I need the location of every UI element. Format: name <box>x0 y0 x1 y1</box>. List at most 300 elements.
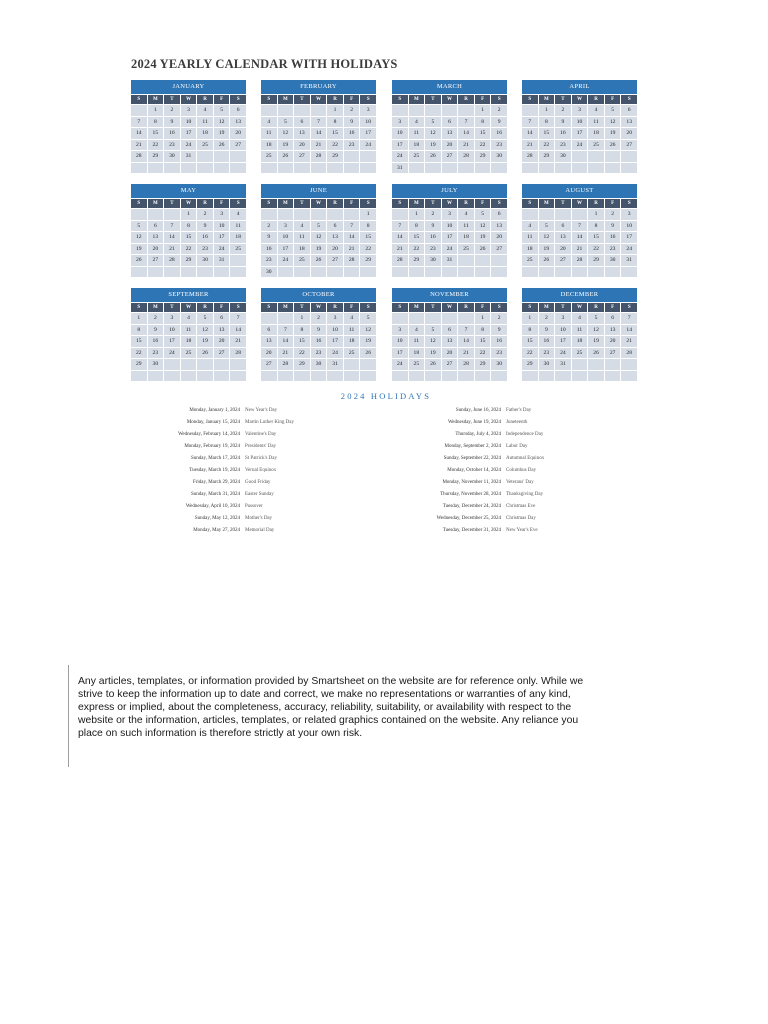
weekday-label: T <box>555 95 571 104</box>
day-cell: 18 <box>261 140 277 151</box>
day-cell: 6 <box>294 117 310 128</box>
day-cell <box>278 313 294 324</box>
day-cell: 30 <box>555 151 571 162</box>
day-cell <box>572 371 588 382</box>
day-cell <box>181 267 197 278</box>
day-cell: 2 <box>344 105 360 116</box>
weekday-label: F <box>475 303 491 312</box>
day-cell: 30 <box>425 255 441 266</box>
day-cell <box>458 255 474 266</box>
weekday-label: S <box>131 95 147 104</box>
day-cell <box>491 255 507 266</box>
day-cell: 24 <box>278 255 294 266</box>
day-cell <box>522 267 538 278</box>
weekday-label: W <box>311 95 327 104</box>
holiday-row <box>110 489 310 501</box>
day-cell: 12 <box>425 128 441 139</box>
day-cell: 31 <box>621 255 637 266</box>
month-grid <box>261 94 376 173</box>
day-cell: 6 <box>621 105 637 116</box>
day-cell: 15 <box>475 336 491 347</box>
day-cell: 25 <box>344 348 360 359</box>
weekday-label: S <box>621 199 637 208</box>
day-cell: 27 <box>605 348 621 359</box>
day-cell <box>214 163 230 174</box>
day-cell <box>539 163 555 174</box>
weekday-label: F <box>605 95 621 104</box>
holiday-name: Valentine's Day <box>245 432 277 437</box>
day-cell: 12 <box>311 232 327 243</box>
day-cell: 9 <box>261 232 277 243</box>
day-cell: 3 <box>278 221 294 232</box>
day-cell: 4 <box>230 209 246 220</box>
day-cell: 14 <box>458 128 474 139</box>
day-cell: 4 <box>181 313 197 324</box>
day-cell: 20 <box>327 244 343 255</box>
weekday-label: S <box>491 95 507 104</box>
day-cell: 29 <box>475 359 491 370</box>
day-cell: 16 <box>425 232 441 243</box>
weekday-label: T <box>555 303 571 312</box>
day-cell: 30 <box>605 255 621 266</box>
day-cell: 15 <box>475 128 491 139</box>
day-cell: 24 <box>621 244 637 255</box>
day-cell: 11 <box>588 117 604 128</box>
holiday-date: Monday, January 15, 2024 <box>186 420 240 425</box>
day-cell: 26 <box>539 255 555 266</box>
day-cell: 10 <box>442 221 458 232</box>
holiday-date: Monday, November 11, 2024 <box>442 480 501 485</box>
day-cell: 17 <box>164 336 180 347</box>
holiday-date: Friday, March 29, 2024 <box>192 480 240 485</box>
holiday-row <box>110 525 310 537</box>
day-cell: 18 <box>181 336 197 347</box>
day-cell: 8 <box>475 325 491 336</box>
day-cell: 7 <box>458 325 474 336</box>
day-cell: 21 <box>522 140 538 151</box>
day-cell: 19 <box>360 336 376 347</box>
day-cell: 5 <box>360 313 376 324</box>
day-cell <box>621 151 637 162</box>
day-cell <box>458 371 474 382</box>
holiday-name: Columbus Day <box>506 468 537 473</box>
day-cell: 27 <box>327 255 343 266</box>
weekday-label: F <box>344 303 360 312</box>
day-cell: 23 <box>261 255 277 266</box>
holiday-name: Thanksgiving Day <box>506 492 544 497</box>
month-may <box>131 184 246 277</box>
weekday-label: R <box>327 199 343 208</box>
day-cell: 7 <box>131 117 147 128</box>
holiday-name: Vernal Equinox <box>245 468 277 473</box>
weekday-label: T <box>294 303 310 312</box>
day-cell: 28 <box>621 348 637 359</box>
day-cell <box>311 163 327 174</box>
day-cell <box>278 163 294 174</box>
month-grid <box>522 198 637 277</box>
day-cell <box>148 163 164 174</box>
day-cell: 21 <box>230 336 246 347</box>
day-cell: 5 <box>605 105 621 116</box>
day-cell: 14 <box>621 325 637 336</box>
day-cell: 23 <box>491 140 507 151</box>
day-cell: 16 <box>148 336 164 347</box>
day-cell: 14 <box>458 336 474 347</box>
month-grid <box>131 198 246 277</box>
day-cell <box>588 267 604 278</box>
month-grid <box>392 302 507 381</box>
day-cell: 17 <box>278 244 294 255</box>
day-cell <box>491 163 507 174</box>
day-cell <box>148 267 164 278</box>
day-cell: 12 <box>588 325 604 336</box>
day-cell <box>148 209 164 220</box>
day-cell: 3 <box>181 105 197 116</box>
day-cell <box>425 267 441 278</box>
day-cell: 15 <box>522 336 538 347</box>
weekday-label: T <box>164 303 180 312</box>
day-cell <box>197 151 213 162</box>
month-august <box>522 184 637 277</box>
weekday-label: F <box>214 303 230 312</box>
day-cell: 28 <box>131 151 147 162</box>
day-cell <box>555 163 571 174</box>
weekday-label: W <box>572 95 588 104</box>
weekday-label: S <box>360 95 376 104</box>
day-cell: 27 <box>148 255 164 266</box>
holiday-name: Juneteenth <box>506 420 528 425</box>
day-cell: 2 <box>491 105 507 116</box>
day-cell <box>344 267 360 278</box>
weekday-label: W <box>311 199 327 208</box>
weekday-label: W <box>181 303 197 312</box>
day-cell: 5 <box>197 313 213 324</box>
day-cell: 30 <box>148 359 164 370</box>
day-cell: 7 <box>572 221 588 232</box>
day-cell: 24 <box>214 244 230 255</box>
holiday-name: Veterans' Day <box>506 480 534 485</box>
month-october <box>261 288 376 381</box>
day-cell: 27 <box>294 151 310 162</box>
month-grid <box>261 302 376 381</box>
day-cell <box>131 209 147 220</box>
day-cell <box>327 371 343 382</box>
day-cell: 26 <box>588 348 604 359</box>
day-cell: 29 <box>181 255 197 266</box>
day-cell: 18 <box>230 232 246 243</box>
weekday-label: S <box>491 199 507 208</box>
month-february <box>261 80 376 173</box>
day-cell: 18 <box>409 348 425 359</box>
weekday-label: W <box>442 303 458 312</box>
day-cell <box>458 105 474 116</box>
day-cell: 9 <box>555 117 571 128</box>
holiday-name: New Year's Day <box>245 408 278 413</box>
day-cell <box>475 267 491 278</box>
month-header: APRIL <box>522 80 637 94</box>
day-cell: 26 <box>278 151 294 162</box>
weekday-label: S <box>392 95 408 104</box>
day-cell: 19 <box>425 348 441 359</box>
day-cell: 8 <box>131 325 147 336</box>
day-cell: 6 <box>230 105 246 116</box>
day-cell: 4 <box>458 209 474 220</box>
month-july <box>392 184 507 277</box>
day-cell: 31 <box>392 163 408 174</box>
day-cell: 11 <box>181 325 197 336</box>
day-cell: 23 <box>491 348 507 359</box>
weekday-label: M <box>148 199 164 208</box>
day-cell: 29 <box>475 151 491 162</box>
weekday-label: W <box>181 199 197 208</box>
day-cell <box>621 267 637 278</box>
day-cell <box>230 359 246 370</box>
day-cell: 10 <box>181 117 197 128</box>
day-cell <box>409 163 425 174</box>
weekday-label: S <box>261 303 277 312</box>
day-cell: 4 <box>409 325 425 336</box>
day-cell: 22 <box>539 140 555 151</box>
day-cell: 6 <box>214 313 230 324</box>
day-cell: 5 <box>475 209 491 220</box>
weekday-label: T <box>425 303 441 312</box>
day-cell: 23 <box>311 348 327 359</box>
day-cell: 11 <box>197 117 213 128</box>
day-cell <box>555 371 571 382</box>
day-cell <box>214 359 230 370</box>
day-cell: 24 <box>360 140 376 151</box>
day-cell <box>442 267 458 278</box>
day-cell: 25 <box>588 140 604 151</box>
day-cell: 19 <box>197 336 213 347</box>
holiday-row <box>371 477 571 489</box>
day-cell <box>214 151 230 162</box>
day-cell: 19 <box>214 128 230 139</box>
day-cell: 26 <box>360 348 376 359</box>
weekday-label: W <box>442 95 458 104</box>
day-cell <box>131 163 147 174</box>
day-cell <box>311 209 327 220</box>
day-cell: 25 <box>197 140 213 151</box>
day-cell <box>164 163 180 174</box>
day-cell: 12 <box>360 325 376 336</box>
day-cell <box>522 105 538 116</box>
day-cell <box>261 163 277 174</box>
day-cell: 14 <box>164 232 180 243</box>
day-cell: 26 <box>197 348 213 359</box>
weekday-label: M <box>148 95 164 104</box>
day-cell <box>214 267 230 278</box>
day-cell: 6 <box>442 325 458 336</box>
day-cell: 12 <box>605 117 621 128</box>
day-cell: 29 <box>539 151 555 162</box>
day-cell: 12 <box>278 128 294 139</box>
day-cell: 5 <box>131 221 147 232</box>
day-cell: 16 <box>197 232 213 243</box>
day-cell: 25 <box>458 244 474 255</box>
day-cell <box>360 163 376 174</box>
day-cell: 16 <box>344 128 360 139</box>
day-cell: 7 <box>311 117 327 128</box>
day-cell: 10 <box>621 221 637 232</box>
day-cell: 31 <box>442 255 458 266</box>
day-cell: 28 <box>344 255 360 266</box>
day-cell <box>278 267 294 278</box>
day-cell <box>278 105 294 116</box>
day-cell <box>458 163 474 174</box>
day-cell: 14 <box>278 336 294 347</box>
day-cell: 22 <box>475 140 491 151</box>
day-cell: 26 <box>425 359 441 370</box>
day-cell: 16 <box>261 244 277 255</box>
day-cell: 17 <box>621 232 637 243</box>
weekday-label: W <box>572 199 588 208</box>
day-cell: 29 <box>588 255 604 266</box>
day-cell: 29 <box>360 255 376 266</box>
day-cell <box>605 163 621 174</box>
holiday-row <box>110 441 310 453</box>
day-cell <box>409 371 425 382</box>
day-cell: 14 <box>522 128 538 139</box>
day-cell <box>522 209 538 220</box>
day-cell <box>475 163 491 174</box>
day-cell: 1 <box>327 105 343 116</box>
day-cell: 18 <box>522 244 538 255</box>
weekday-label: M <box>148 303 164 312</box>
day-cell <box>425 105 441 116</box>
day-cell: 10 <box>392 128 408 139</box>
weekday-label: M <box>409 95 425 104</box>
day-cell: 2 <box>197 209 213 220</box>
day-cell <box>491 371 507 382</box>
month-header: AUGUST <box>522 184 637 198</box>
day-cell <box>522 163 538 174</box>
day-cell: 25 <box>409 151 425 162</box>
weekday-label: S <box>360 303 376 312</box>
day-cell: 4 <box>197 105 213 116</box>
day-cell: 3 <box>392 117 408 128</box>
day-cell <box>197 371 213 382</box>
holiday-name: Independence Day <box>506 432 544 437</box>
month-header: MARCH <box>392 80 507 94</box>
day-cell: 27 <box>214 348 230 359</box>
day-cell <box>131 267 147 278</box>
month-grid <box>392 198 507 277</box>
weekday-label: R <box>327 303 343 312</box>
day-cell: 24 <box>181 140 197 151</box>
day-cell: 29 <box>522 359 538 370</box>
holiday-name: Labor Day <box>506 444 528 449</box>
day-cell <box>148 371 164 382</box>
day-cell <box>605 371 621 382</box>
day-cell: 3 <box>442 209 458 220</box>
day-cell: 21 <box>278 348 294 359</box>
holiday-name: Christmas Day <box>506 516 536 521</box>
day-cell: 7 <box>230 313 246 324</box>
day-cell: 7 <box>621 313 637 324</box>
day-cell <box>344 151 360 162</box>
day-cell <box>442 313 458 324</box>
day-cell: 15 <box>148 128 164 139</box>
month-december <box>522 288 637 381</box>
day-cell: 13 <box>442 128 458 139</box>
month-header: FEBRUARY <box>261 80 376 94</box>
day-cell: 1 <box>294 313 310 324</box>
day-cell: 6 <box>261 325 277 336</box>
day-cell: 27 <box>442 151 458 162</box>
day-cell: 14 <box>230 325 246 336</box>
day-cell: 7 <box>278 325 294 336</box>
weekday-label: R <box>458 95 474 104</box>
disclaimer-text: Any articles, templates, or information provided by Smartsheet on the website are for reference only. While we strive to keep the information up to date and correct, we make no representations or warranties of any kind, express or implied, about the completeness, accuracy, reliability, suitability, or availability with respect to the website or the information, articles, templates, or related graphics contained on the website. Any reliance you place on such information is therefore strictly at your own risk. <box>78 676 584 739</box>
day-cell <box>360 371 376 382</box>
day-cell: 23 <box>555 140 571 151</box>
day-cell <box>522 371 538 382</box>
day-cell: 22 <box>588 244 604 255</box>
month-header: DECEMBER <box>522 288 637 302</box>
day-cell: 4 <box>409 117 425 128</box>
day-cell: 10 <box>360 117 376 128</box>
day-cell: 26 <box>214 140 230 151</box>
day-cell: 9 <box>605 221 621 232</box>
day-cell <box>458 267 474 278</box>
day-cell: 17 <box>392 348 408 359</box>
day-cell: 29 <box>409 255 425 266</box>
day-cell: 10 <box>555 325 571 336</box>
day-cell <box>605 267 621 278</box>
day-cell <box>621 163 637 174</box>
day-cell: 8 <box>539 117 555 128</box>
day-cell <box>392 105 408 116</box>
day-cell: 13 <box>230 117 246 128</box>
day-cell: 15 <box>588 232 604 243</box>
day-cell: 11 <box>294 232 310 243</box>
weekday-label: M <box>409 303 425 312</box>
day-cell: 18 <box>588 128 604 139</box>
month-header: NOVEMBER <box>392 288 507 302</box>
day-cell: 21 <box>458 348 474 359</box>
day-cell: 7 <box>522 117 538 128</box>
day-cell <box>442 105 458 116</box>
day-cell <box>360 359 376 370</box>
day-cell: 1 <box>539 105 555 116</box>
weekday-label: W <box>442 199 458 208</box>
day-cell <box>409 313 425 324</box>
day-cell: 5 <box>588 313 604 324</box>
day-cell <box>475 255 491 266</box>
holiday-date: Tuesday, March 19, 2024 <box>189 468 240 473</box>
holiday-name: Christmas Eve <box>506 504 536 509</box>
holidays-list-right <box>371 405 571 537</box>
day-cell <box>621 359 637 370</box>
day-cell: 12 <box>539 232 555 243</box>
weekday-label: W <box>311 303 327 312</box>
weekday-label: R <box>197 199 213 208</box>
day-cell: 15 <box>327 128 343 139</box>
weekday-label: R <box>588 199 604 208</box>
day-cell <box>164 267 180 278</box>
month-grid <box>131 302 246 381</box>
day-cell: 17 <box>327 336 343 347</box>
holiday-row <box>110 429 310 441</box>
day-cell <box>360 267 376 278</box>
weekday-label: F <box>214 199 230 208</box>
day-cell: 9 <box>344 117 360 128</box>
holiday-row <box>371 525 571 537</box>
day-cell: 20 <box>555 244 571 255</box>
day-cell <box>425 313 441 324</box>
day-cell: 15 <box>360 232 376 243</box>
